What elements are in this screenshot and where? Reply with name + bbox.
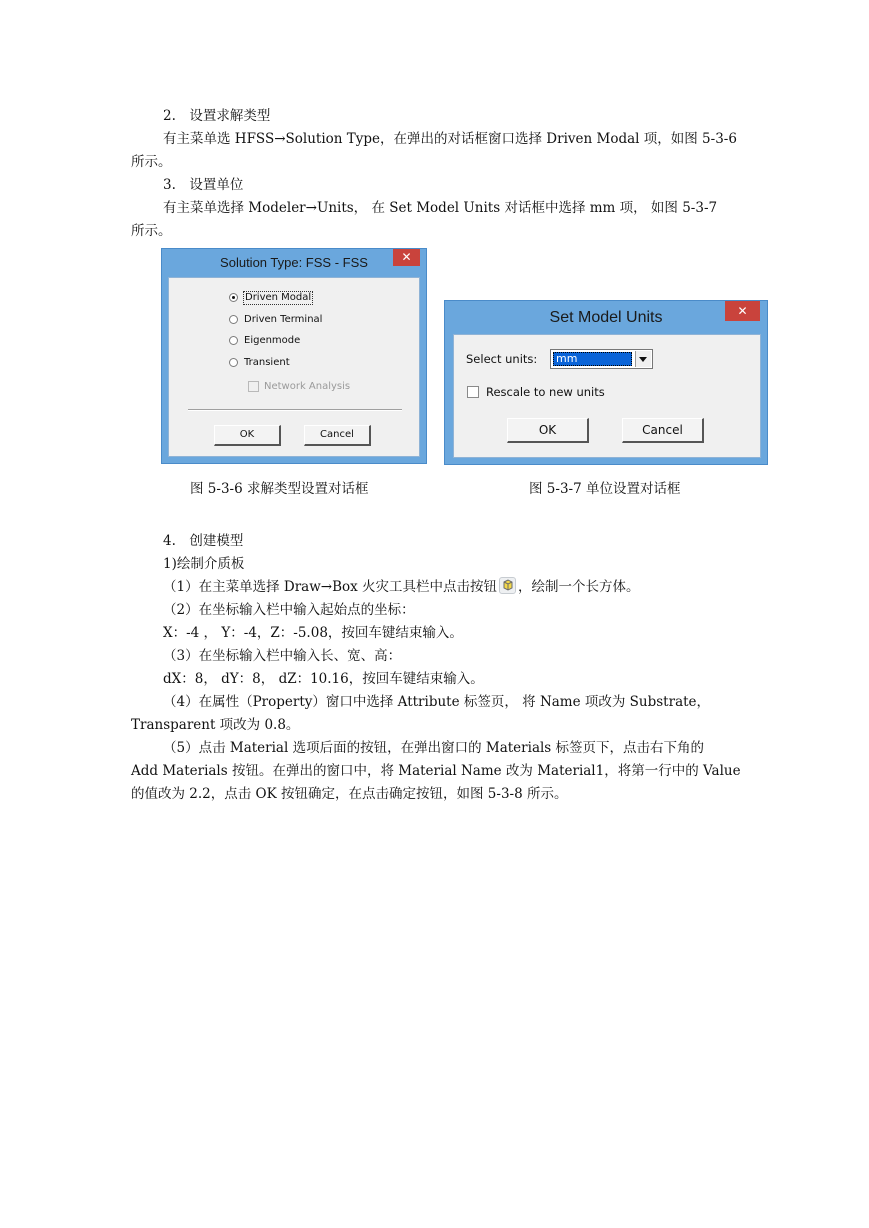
section2-paragraph-line1: 有主菜单选 HFSS→Solution Type，在弹出的对话框窗口选择 Driven Modal 项，如图 5-3-6	[163, 131, 737, 147]
section2-paragraph-line2: 所示。	[131, 154, 172, 170]
close-icon: ✕	[401, 250, 412, 264]
chevron-down-icon	[639, 357, 647, 362]
solution-type-dialog	[161, 248, 427, 464]
units-select-value: mm	[556, 352, 578, 365]
select-units-label: Select units:	[466, 352, 538, 366]
section3-heading: 3. 设置单位	[163, 177, 244, 193]
set-model-units-dialog	[444, 300, 768, 465]
step5-line3: 的值改为 2.2，点击 OK 按钮确定，在点击确定按钮，如图 5-3-8 所示。	[131, 786, 568, 802]
section4-sub1: 1)绘制介质板	[163, 556, 245, 572]
label-eigenmode: Eigenmode	[244, 335, 301, 346]
step3-line: （3）在坐标输入栏中输入长、宽、高：	[163, 648, 402, 664]
units-cancel-button[interactable]: Cancel	[622, 418, 704, 443]
step5-line2: Add Materials 按钮。在弹出的窗口中，将 Material Name 改为 Material1，将第一行中的 Value	[131, 763, 741, 779]
set-model-units-dialog-body	[453, 334, 761, 458]
solution-type-dialog-title: Solution Type: FSS - FSS	[220, 255, 368, 270]
set-model-units-dialog-title: Set Model Units	[549, 309, 663, 326]
checkbox-network-analysis[interactable]	[248, 381, 259, 392]
label-driven-modal: Driven Modal	[245, 292, 312, 303]
radio-driven-modal[interactable]	[229, 293, 238, 302]
solution-type-dialog-body	[168, 277, 420, 457]
section3-paragraph-line1: 有主菜单选择 Modeler→Units， 在 Set Model Units 对话框中选择 mm 项， 如图 5-3-7	[163, 200, 718, 216]
step1-line	[163, 577, 640, 597]
dims-line: dX：8， dY：8， dZ：10.16，按回车键结束输入。	[163, 671, 484, 687]
radio-eigenmode[interactable]	[229, 336, 238, 345]
set-model-units-close-button[interactable]	[725, 301, 760, 321]
step1-text-before: （1）在主菜单选择 Draw→Box 火灾工具栏中点击按钮	[163, 579, 498, 595]
units-select-value-box	[553, 352, 632, 366]
figure-caption-5-3-7: 图 5-3-7 单位设置对话框	[529, 481, 681, 497]
units-select[interactable]	[550, 349, 653, 369]
radio-transient[interactable]	[229, 358, 238, 367]
rescale-label: Rescale to new units	[486, 385, 605, 399]
section3-paragraph-line2: 所示。	[131, 223, 172, 239]
dropdown-button[interactable]	[635, 351, 651, 367]
checkbox-rescale[interactable]	[467, 386, 479, 398]
close-icon: ✕	[737, 304, 748, 318]
label-transient: Transient	[244, 357, 290, 368]
section4-heading: 4. 创建模型	[163, 533, 244, 549]
step2-line: （2）在坐标输入栏中输入起始点的坐标：	[163, 602, 415, 618]
step5-line1: （5）点击 Material 选项后面的按钮，在弹出窗口的 Materials 标签页下，点击右下角的	[163, 740, 705, 756]
units-ok-button[interactable]: OK	[507, 418, 589, 443]
label-driven-terminal: Driven Terminal	[244, 314, 323, 325]
figure-caption-5-3-6: 图 5-3-6 求解类型设置对话框	[190, 481, 369, 497]
draw-box-icon	[499, 577, 516, 594]
solution-ok-button[interactable]: OK	[214, 425, 281, 446]
solution-cancel-button[interactable]: Cancel	[304, 425, 371, 446]
solution-type-close-button[interactable]	[393, 249, 420, 266]
dialog-separator	[188, 409, 402, 411]
coords-line: X：-4 ， Y：-4，Z：-5.08，按回车键结束输入。	[163, 625, 463, 641]
step4-line2: Transparent 项改为 0.8。	[131, 717, 300, 733]
radio-driven-terminal[interactable]	[229, 315, 238, 324]
step4-line1: （4）在属性（Property）窗口中选择 Attribute 标签页， 将 Name 项改为 Substrate，	[163, 694, 711, 710]
step1-text-after: ，绘制一个长方体。	[518, 579, 640, 595]
section2-heading: 2. 设置求解类型	[163, 108, 271, 124]
label-network-analysis: Network Analysis	[264, 381, 351, 392]
